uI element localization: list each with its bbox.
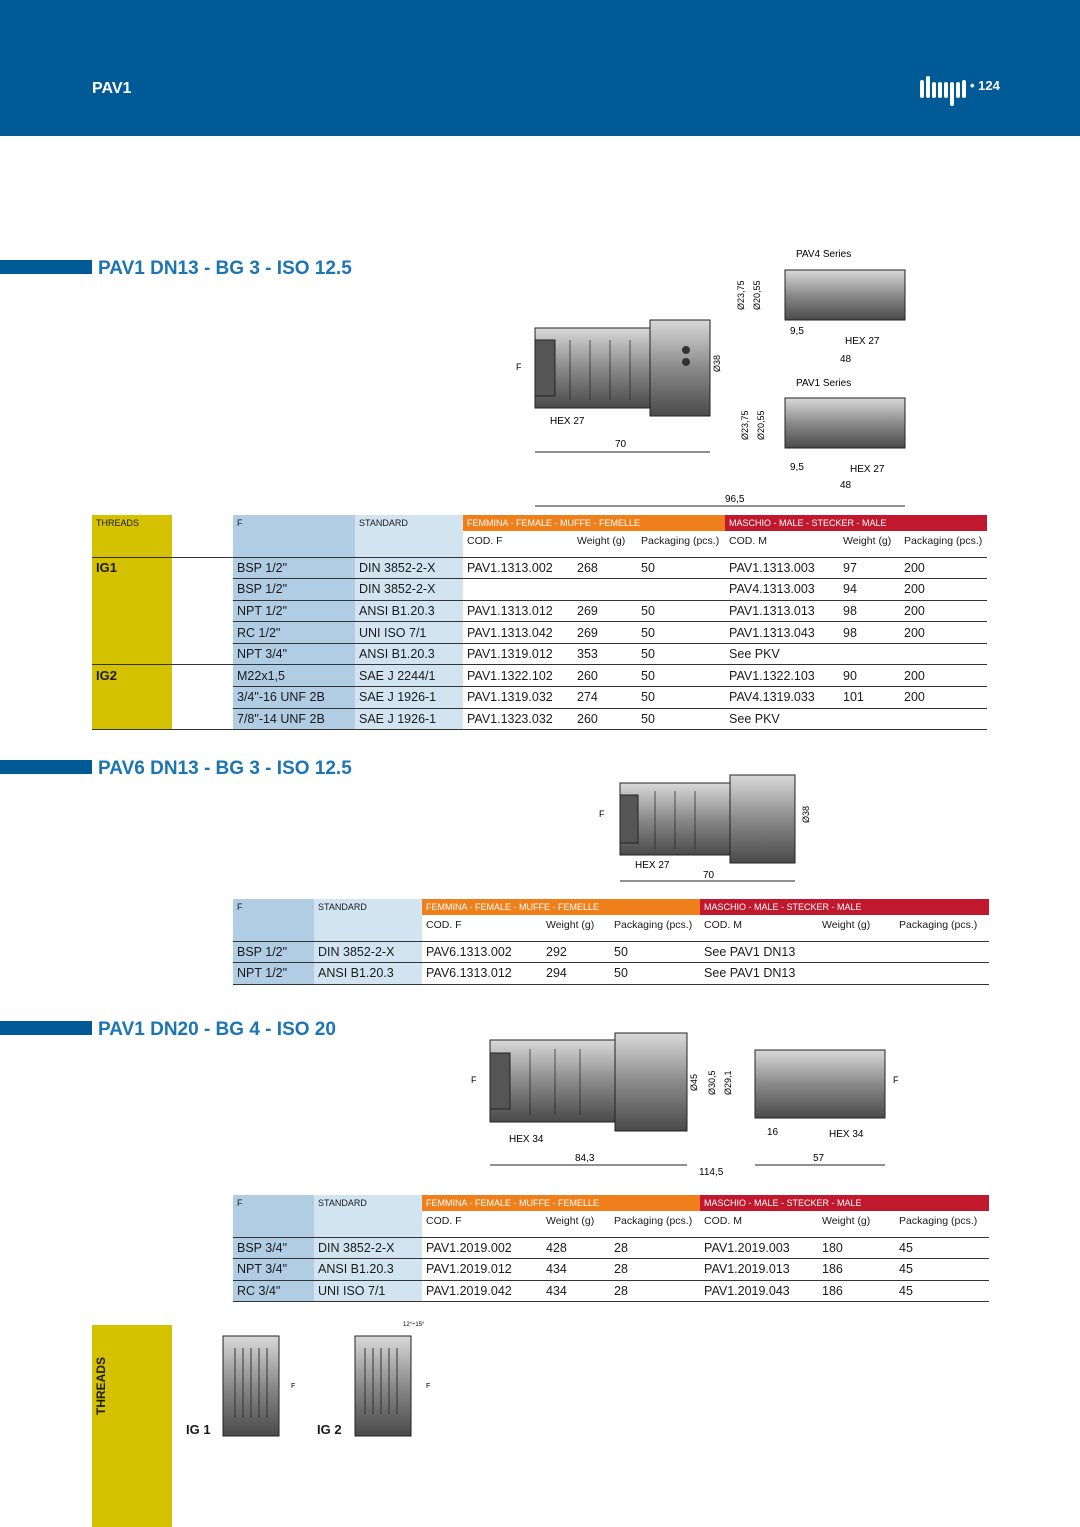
table-cell: 45 <box>895 1259 989 1281</box>
spacer-cell <box>172 643 233 665</box>
table-cell: 200 <box>900 622 987 644</box>
t3-hdr-f: F <box>233 1195 314 1211</box>
table-cell <box>839 643 900 665</box>
t3-hdr-female-band: FEMMINA - FEMALE - MUFFE - FEMELLE <box>422 1195 700 1211</box>
table-cell: 50 <box>637 708 725 730</box>
d3-l57-label: 57 <box>813 1153 825 1164</box>
table-cell: See PAV1 DN13 <box>700 963 818 985</box>
d2-d38-label: Ø38 <box>801 805 811 823</box>
t2-hdr-pack-f: Packaging (pcs.) <box>610 915 700 941</box>
d2-l70-label: 70 <box>703 870 715 881</box>
threads-cell <box>92 643 172 665</box>
table-cell: 45 <box>895 1280 989 1302</box>
table-cell: BSP 1/2" <box>233 941 314 963</box>
d1-l965-label: 96,5 <box>725 494 745 505</box>
ig1-label: IG 1 <box>186 1422 211 1437</box>
table-cell: ANSI B1.20.3 <box>314 1259 422 1281</box>
table-cell: 200 <box>900 600 987 622</box>
d3-l16-label: 16 <box>767 1127 779 1138</box>
d1-hex-a: HEX 27 <box>845 336 880 347</box>
table-row <box>92 665 987 687</box>
table-cell <box>463 579 573 601</box>
d1-d2375-a: Ø23,75 <box>736 280 746 310</box>
table-cell: 269 <box>573 600 637 622</box>
table-cell: UNI ISO 7/1 <box>314 1280 422 1302</box>
threads-cell: IG2 <box>92 665 172 687</box>
table-cell: 200 <box>900 687 987 709</box>
table-cell: BSP 1/2" <box>233 557 355 579</box>
spacer-cell <box>172 665 233 687</box>
section-bar-1 <box>0 260 92 274</box>
table-cell: DIN 3852-2-X <box>314 941 422 963</box>
d3-f-label: F <box>471 1075 477 1085</box>
d1-l48-a: 48 <box>840 354 852 365</box>
ig2-angle-label: 12°÷15° <box>403 1322 425 1328</box>
t3-hdr-cod-f: COD. F <box>422 1211 542 1237</box>
table-cell <box>637 579 725 601</box>
table-cell: DIN 3852-2-X <box>355 579 463 601</box>
d3-d45-label: Ø45 <box>689 1073 699 1091</box>
table-cell: 274 <box>573 687 637 709</box>
table-pav6-dn13 <box>233 899 989 985</box>
d1-l95-b: 9,5 <box>790 462 804 473</box>
table-cell: 428 <box>542 1237 610 1259</box>
t2-hdr-standard: STANDARD <box>314 899 422 915</box>
d1-pav1-label: PAV1 Series <box>796 378 852 389</box>
hdr-cod-m: COD. M <box>725 531 839 557</box>
t3-hdr-weight-m: Weight (g) <box>818 1211 895 1237</box>
table-cell: NPT 1/2" <box>233 963 314 985</box>
d2-f-label: F <box>599 809 605 819</box>
table-cell <box>839 708 900 730</box>
table-cell: PAV1.1319.012 <box>463 643 573 665</box>
dmp-logo <box>918 72 970 106</box>
table-cell: See PKV <box>725 643 839 665</box>
section-title-pav6-dn13: PAV6 DN13 - BG 3 - ISO 12.5 <box>98 758 352 779</box>
table-cell: PAV1.1313.003 <box>725 557 839 579</box>
table-cell: NPT 1/2" <box>233 600 355 622</box>
table-row <box>92 687 987 709</box>
table-cell: PAV1.2019.013 <box>700 1259 818 1281</box>
page-title: PAV1 <box>92 80 132 97</box>
table-cell: PAV4.1319.033 <box>725 687 839 709</box>
spacer-cell <box>172 687 233 709</box>
t2-hdr-cod-m: COD. M <box>700 915 818 941</box>
t2-hdr-pack-m: Packaging (pcs.) <box>895 915 989 941</box>
table-cell <box>895 941 989 963</box>
table-cell: PAV1.1313.013 <box>725 600 839 622</box>
d1-hex-label: HEX 27 <box>550 416 585 427</box>
table-cell: RC 3/4" <box>233 1280 314 1302</box>
spacer-cell <box>172 600 233 622</box>
d3-d291-label: Ø29,1 <box>723 1070 733 1095</box>
table-cell: 50 <box>637 643 725 665</box>
table-cell <box>900 708 987 730</box>
table-cell: 353 <box>573 643 637 665</box>
table-cell: 50 <box>637 665 725 687</box>
table-cell: See PAV1 DN13 <box>700 941 818 963</box>
table-cell: PAV1.1313.043 <box>725 622 839 644</box>
table-cell: SAE J 1926-1 <box>355 687 463 709</box>
spacer-cell <box>172 622 233 644</box>
table-cell: ANSI B1.20.3 <box>314 963 422 985</box>
threads-panel <box>92 1325 172 1527</box>
table-cell: PAV1.2019.042 <box>422 1280 542 1302</box>
table-cell: 200 <box>900 665 987 687</box>
table-cell: 50 <box>637 600 725 622</box>
table-cell: M22x1,5 <box>233 665 355 687</box>
table-row <box>92 600 987 622</box>
table-cell: 98 <box>839 622 900 644</box>
d1-d2375-b: Ø23,75 <box>740 410 750 440</box>
t2-hdr-weight-m: Weight (g) <box>818 915 895 941</box>
table-cell: 292 <box>542 941 610 963</box>
table-cell <box>573 579 637 601</box>
table-cell: 50 <box>610 941 700 963</box>
t3-hdr-standard: STANDARD <box>314 1195 422 1211</box>
ig1-f-label: F <box>291 1383 296 1390</box>
spacer-cell <box>172 557 233 579</box>
page-number: • 124 <box>970 78 1000 93</box>
table-cell: 90 <box>839 665 900 687</box>
d3-hex-right: HEX 34 <box>829 1129 864 1140</box>
threads-cell <box>92 622 172 644</box>
threads-cell <box>92 687 172 709</box>
table-cell: NPT 3/4" <box>233 643 355 665</box>
table-cell: 260 <box>573 708 637 730</box>
hdr-f: F <box>233 515 355 531</box>
threads-cell <box>92 600 172 622</box>
page-header <box>0 0 1080 136</box>
d1-l95-a: 9,5 <box>790 326 804 337</box>
table-cell: 94 <box>839 579 900 601</box>
d1-d2055-a: Ø20,55 <box>752 280 762 310</box>
table-cell <box>900 643 987 665</box>
table-row <box>233 1237 989 1259</box>
section-title-pav1-dn13: PAV1 DN13 - BG 3 - ISO 12.5 <box>98 258 352 279</box>
table-cell: 28 <box>610 1280 700 1302</box>
d1-l70-label: 70 <box>615 439 627 450</box>
d3-l843-label: 84,3 <box>575 1153 595 1164</box>
table-cell: PAV1.2019.002 <box>422 1237 542 1259</box>
table-cell: 50 <box>637 622 725 644</box>
table-cell: 50 <box>637 687 725 709</box>
table-cell: SAE J 1926-1 <box>355 708 463 730</box>
hdr-male-band: MASCHIO - MALE - STECKER - MALE <box>725 515 987 531</box>
table-cell: UNI ISO 7/1 <box>355 622 463 644</box>
table-cell: PAV6.1313.012 <box>422 963 542 985</box>
table-cell: 101 <box>839 687 900 709</box>
table-cell <box>895 963 989 985</box>
table-cell: PAV1.1313.042 <box>463 622 573 644</box>
table-cell: PAV1.1322.102 <box>463 665 573 687</box>
hdr-cod-f: COD. F <box>463 531 573 557</box>
table-row <box>233 1280 989 1302</box>
d1-l48-b: 48 <box>840 480 852 491</box>
t2-hdr-weight-f: Weight (g) <box>542 915 610 941</box>
t2-hdr-cod-f: COD. F <box>422 915 542 941</box>
table-row <box>92 643 987 665</box>
threads-cell <box>92 579 172 601</box>
pav6-dn13-drawing <box>595 765 825 885</box>
hdr-threads: THREADS <box>92 515 172 531</box>
table-cell: ANSI B1.20.3 <box>355 643 463 665</box>
table-cell: SAE J 2244/1 <box>355 665 463 687</box>
table-cell: 186 <box>818 1280 895 1302</box>
table-cell: 180 <box>818 1237 895 1259</box>
table-cell: 28 <box>610 1237 700 1259</box>
table-cell: 200 <box>900 557 987 579</box>
table-cell: 28 <box>610 1259 700 1281</box>
d1-f-label: F <box>516 362 522 372</box>
table-cell: 268 <box>573 557 637 579</box>
section-bar-3 <box>0 1021 92 1035</box>
section-title-pav1-dn20: PAV1 DN20 - BG 4 - ISO 20 <box>98 1019 336 1040</box>
table-cell: BSP 3/4" <box>233 1237 314 1259</box>
d1-hex-b: HEX 27 <box>850 464 885 475</box>
hdr-female-band: FEMMINA - FEMALE - MUFFE - FEMELLE <box>463 515 725 531</box>
t3-hdr-pack-m: Packaging (pcs.) <box>895 1211 989 1237</box>
table-row <box>92 579 987 601</box>
table-cell: 45 <box>895 1237 989 1259</box>
table-cell <box>818 963 895 985</box>
table-cell: DIN 3852-2-X <box>355 557 463 579</box>
d3-d305-label: Ø30,5 <box>707 1070 717 1095</box>
table-cell: PAV4.1313.003 <box>725 579 839 601</box>
table-cell: 7/8"-14 UNF 2B <box>233 708 355 730</box>
table-cell: PAV1.1319.032 <box>463 687 573 709</box>
table-pav1-dn13 <box>92 515 987 730</box>
d1-d38-label: Ø38 <box>712 354 722 372</box>
t2-hdr-male-band: MASCHIO - MALE - STECKER - MALE <box>700 899 989 915</box>
t3-hdr-male-band: MASCHIO - MALE - STECKER - MALE <box>700 1195 989 1211</box>
table-cell: PAV1.2019.003 <box>700 1237 818 1259</box>
table-cell: 50 <box>637 557 725 579</box>
section-bar-2 <box>0 760 92 774</box>
threads-panel-label: THREADS <box>94 1356 108 1415</box>
table-cell: 200 <box>900 579 987 601</box>
hdr-standard: STANDARD <box>355 515 463 531</box>
d3-hex-left: HEX 34 <box>509 1134 544 1145</box>
table-row <box>233 1259 989 1281</box>
ig2-f-label: F <box>426 1383 431 1390</box>
table-cell: PAV1.1313.002 <box>463 557 573 579</box>
table-cell: DIN 3852-2-X <box>314 1237 422 1259</box>
table-cell: NPT 3/4" <box>233 1259 314 1281</box>
hdr-weight-f: Weight (g) <box>573 531 637 557</box>
table-cell: PAV1.2019.043 <box>700 1280 818 1302</box>
table-cell: 97 <box>839 557 900 579</box>
table-cell: ANSI B1.20.3 <box>355 600 463 622</box>
t3-hdr-weight-f: Weight (g) <box>542 1211 610 1237</box>
table-cell: PAV1.1313.012 <box>463 600 573 622</box>
t2-hdr-f: F <box>233 899 314 915</box>
table-cell: See PKV <box>725 708 839 730</box>
pav1-dn20-drawing <box>465 1025 915 1180</box>
hdr-weight-m: Weight (g) <box>839 531 900 557</box>
table-cell: 294 <box>542 963 610 985</box>
table-cell: 434 <box>542 1259 610 1281</box>
spacer-cell <box>172 708 233 730</box>
pav1-dn13-drawing <box>510 240 930 510</box>
d2-hex-label: HEX 27 <box>635 860 670 871</box>
hdr-pack-f: Packaging (pcs.) <box>637 531 725 557</box>
table-cell: PAV1.1322.103 <box>725 665 839 687</box>
table-cell: 98 <box>839 600 900 622</box>
threads-cell: IG1 <box>92 557 172 579</box>
threads-cell <box>92 708 172 730</box>
table-cell: RC 1/2" <box>233 622 355 644</box>
hdr-pack-m: Packaging (pcs.) <box>900 531 987 557</box>
table-cell: 3/4"-16 UNF 2B <box>233 687 355 709</box>
table-cell: 50 <box>610 963 700 985</box>
t2-hdr-female-band: FEMMINA - FEMALE - MUFFE - FEMELLE <box>422 899 700 915</box>
table-pav1-dn20 <box>233 1195 989 1302</box>
d3-l1145-label: 114,5 <box>699 1167 724 1178</box>
table-cell: 186 <box>818 1259 895 1281</box>
table-row <box>233 941 989 963</box>
table-cell: BSP 1/2" <box>233 579 355 601</box>
table-row <box>92 557 987 579</box>
table-cell: PAV1.1323.032 <box>463 708 573 730</box>
spacer-cell <box>172 579 233 601</box>
table-cell: 269 <box>573 622 637 644</box>
table-row <box>92 622 987 644</box>
ig2-label: IG 2 <box>317 1422 342 1437</box>
table-cell: 434 <box>542 1280 610 1302</box>
table-cell: 260 <box>573 665 637 687</box>
table-cell: PAV6.1313.002 <box>422 941 542 963</box>
table-cell: PAV1.2019.012 <box>422 1259 542 1281</box>
d1-d2055-b: Ø20,55 <box>756 410 766 440</box>
table-row <box>233 963 989 985</box>
d3-f-right: F <box>893 1075 899 1085</box>
t3-hdr-cod-m: COD. M <box>700 1211 818 1237</box>
t3-hdr-pack-f: Packaging (pcs.) <box>610 1211 700 1237</box>
table-row <box>92 708 987 730</box>
d1-pav4-label: PAV4 Series <box>796 249 852 260</box>
table-cell <box>818 941 895 963</box>
